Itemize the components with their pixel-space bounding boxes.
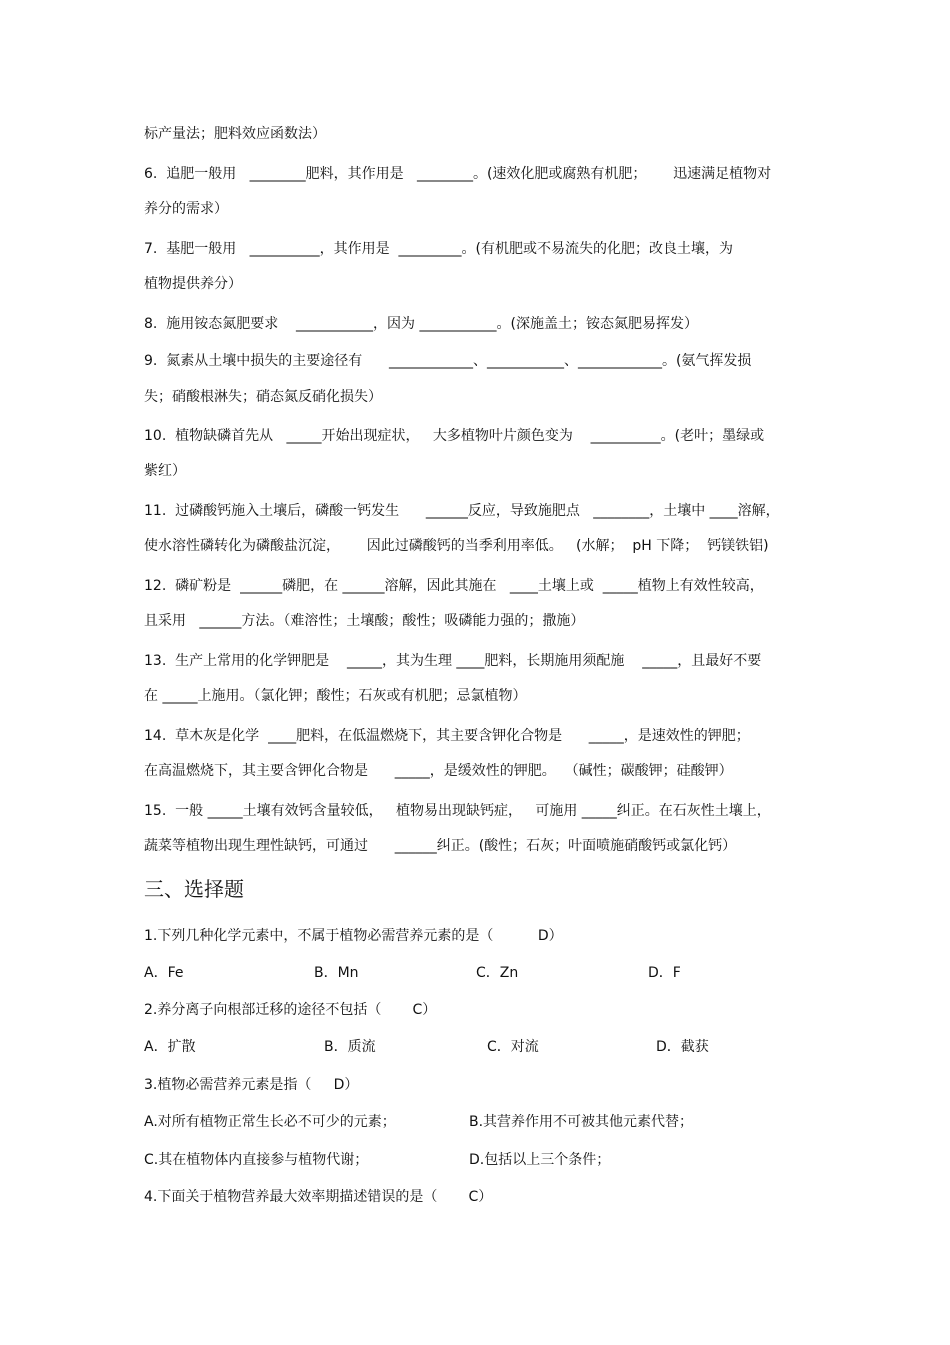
text-line: 植物提供养分） — [144, 276, 242, 292]
choice-option-c: C.其在植物体内直接参与植物代谢； — [144, 1152, 369, 1168]
text-line: 使水溶性磷转化为磷酸盐沉淀， 因此过磷酸钙的当季利用率低。 (水解； pH 下降； 钙镁铁铝) — [144, 538, 769, 554]
choice-question-4-stem: 4.下面关于植物营养最大效率期描述错误的是（ C） — [144, 1189, 493, 1205]
text-line: 标产量法；肥料效应函数法） — [144, 126, 326, 142]
text-line: 紫红） — [144, 463, 186, 479]
question-11-line: 11. 过磷酸钙施入土壤后，磷酸一钙发生 ______反应，导致施肥点 ________，土壤中 ____溶解， — [144, 503, 780, 519]
text-line: 且采用 ______方法。（难溶性；土壤酸；酸性；吸磷能力强的；撒施） — [144, 613, 585, 629]
text-line: 在高温燃烧下，其主要含钾化合物是 _____，是缓效性的钾肥。 （碱性；碳酸钾；硅酸钾） — [144, 763, 733, 779]
choice-option-c: C．对流 — [487, 1039, 539, 1055]
text-line: 养分的需求） — [144, 201, 228, 217]
choice-question-2-stem: 2.养分离子向根部迁移的途径不包括（ C） — [144, 1002, 437, 1018]
choice-option-b: B．Mn — [314, 965, 359, 981]
choice-option-b: B．质流 — [324, 1039, 376, 1055]
choice-option-b: B.其营养作用不可被其他元素代替； — [469, 1114, 694, 1130]
section-title: 三、选择题 — [144, 877, 244, 901]
text-line: 失；硝酸根淋失；硝态氮反硝化损失） — [144, 389, 382, 405]
choice-option-d: D．F — [648, 965, 681, 981]
question-6-line: 6. 追肥一般用 ________肥料，其作用是 ________。(速效化肥或腐熟有机肥； 迅速满足植物对 — [144, 166, 772, 182]
question-12-line: 12. 磷矿粉是 ______磷肥，在 ______溶解，因此其施在 ____土壤上或 _____植物上有效性较高， — [144, 578, 764, 594]
choice-option-a: A．Fe — [144, 965, 184, 981]
text-line: 在 _____上施用。（氯化钾；酸性；石灰或有机肥；忌氯植物） — [144, 688, 527, 704]
question-13-line: 13. 生产上常用的化学钾肥是 _____，其为生理 ____肥料，长期施用须配施 _____，且最好不要 — [144, 653, 762, 669]
choice-option-a: A.对所有植物正常生长必不可少的元素； — [144, 1114, 396, 1130]
question-9-line: 9. 氮素从土壤中损失的主要途径有 ____________、___________、____________。(氨气挥发损 — [144, 353, 752, 369]
question-14-line: 14. 草木灰是化学 ____肥料，在低温燃烧下，其主要含钾化合物是 _____，是速效性的钾肥； — [144, 728, 750, 744]
choice-option-d: D.包括以上三个条件； — [469, 1152, 611, 1168]
choice-question-3-stem: 3.植物必需营养元素是指（ D） — [144, 1077, 359, 1093]
question-10-line: 10. 植物缺磷首先从 _____开始出现症状， 大多植物叶片颜色变为 __________。(老叶；墨绿或 — [144, 428, 765, 444]
choice-option-d: D．截获 — [656, 1039, 709, 1055]
question-8-line: 8. 施用铵态氮肥要求 ___________，因为 ___________。(深施盖土；铵态氮肥易挥发） — [144, 316, 698, 332]
question-15-line: 15. 一般 _____土壤有效钙含量较低， 植物易出现缺钙症， 可施用 _____纠正。在石灰性土壤上， — [144, 803, 771, 819]
choice-option-c: C．Zn — [476, 965, 519, 981]
question-7-line: 7. 基肥一般用 __________，其作用是 _________。(有机肥或不易流失的化肥；改良土壤，为 — [144, 241, 733, 257]
choice-question-1-stem: 1.下列几种化学元素中，不属于植物必需营养元素的是（ D） — [144, 928, 563, 944]
text-line: 蔬菜等植物出现生理性缺钙，可通过 ______纠正。(酸性；石灰；叶面喷施硝酸钙或氯化钙） — [144, 838, 737, 854]
choice-option-a: A．扩散 — [144, 1039, 196, 1055]
